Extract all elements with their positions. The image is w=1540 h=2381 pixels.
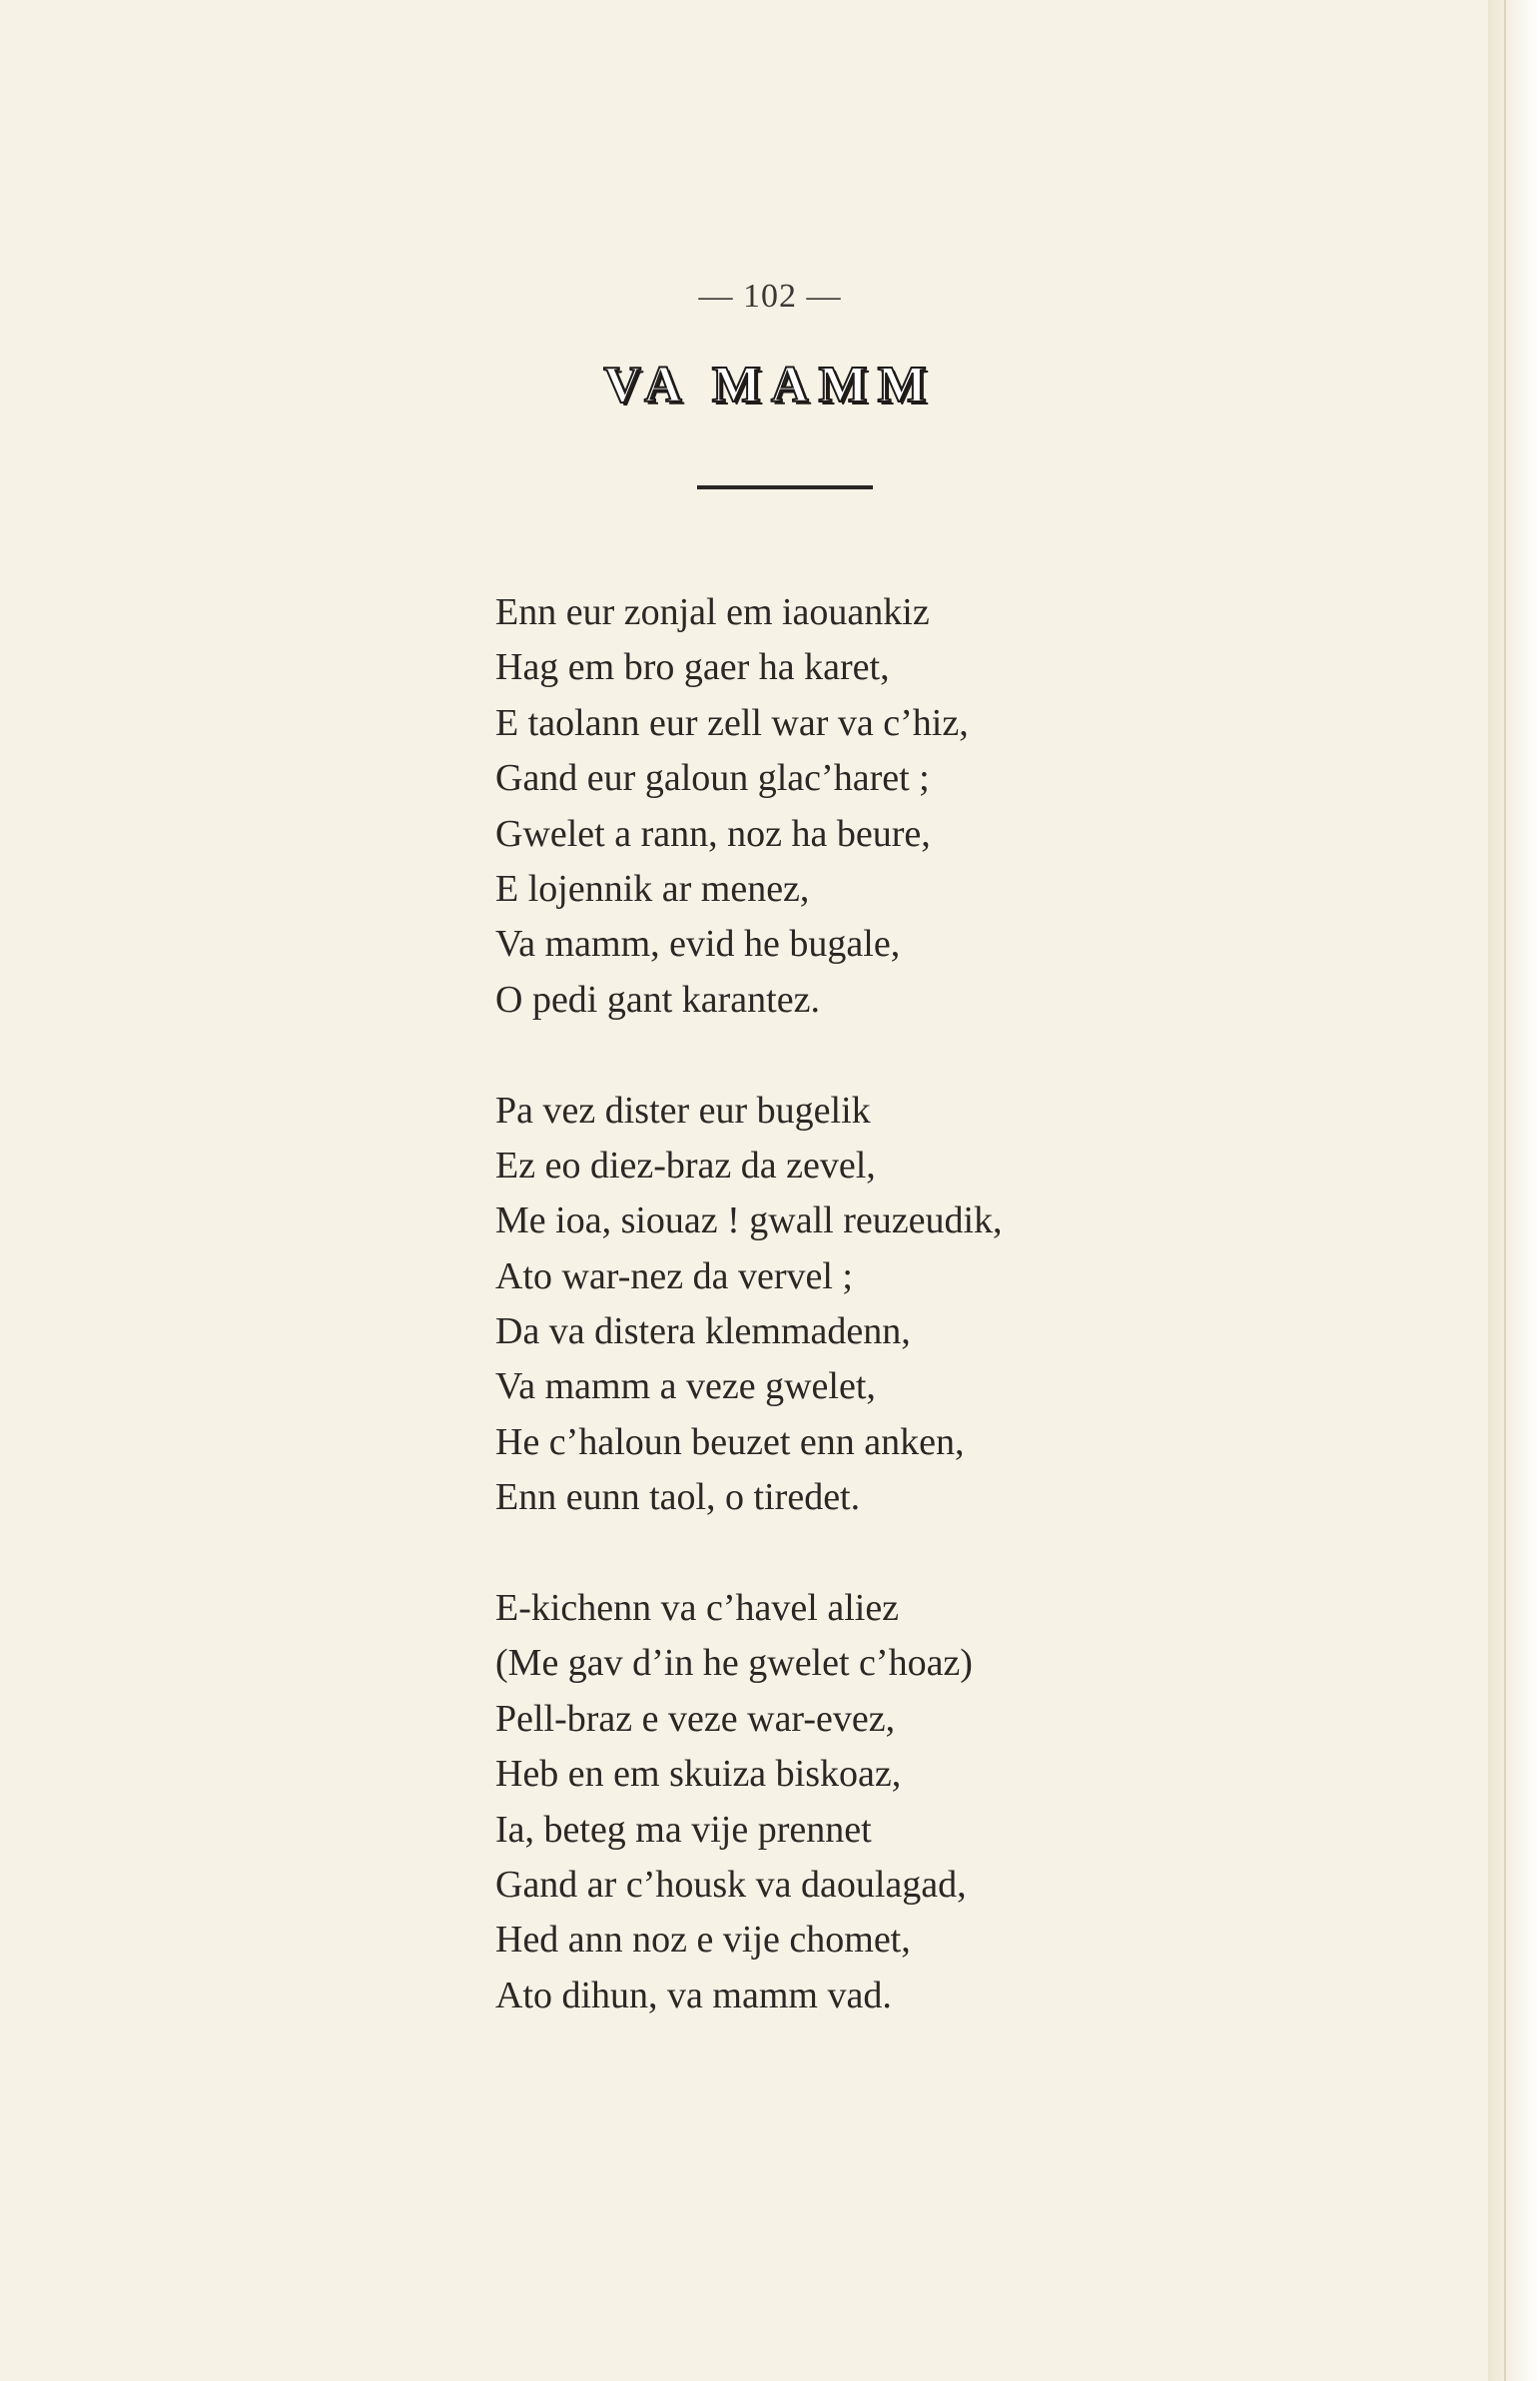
poem-line: Enn eur zonjal em iaouankiz — [495, 591, 930, 633]
poem-line: Ia, beteg ma vije prennet — [495, 1808, 872, 1851]
poem-line: Pell-braz e veze war-evez, — [495, 1697, 896, 1740]
poem-line: E-kichenn va c’havel aliez — [495, 1587, 900, 1630]
poem-line: E lojennik ar menez, — [495, 867, 810, 910]
stanza-3 — [495, 1581, 1494, 2023]
poem-line: Pa vez dister eur bugelik — [495, 1089, 871, 1132]
poem-line: Ato war-nez da vervel ; — [495, 1254, 853, 1297]
poem-line: Hed ann noz e vije chomet, — [495, 1919, 911, 1962]
poem-line: Enn eunn taol, o tiredet. — [495, 1476, 861, 1519]
poem-line: Da va distera klemmadenn, — [495, 1310, 911, 1353]
poem-line: Heb en em skuiza biskoaz, — [495, 1753, 902, 1796]
title-divider — [697, 485, 873, 489]
poem-line: Gand ar c’housk va daoulagad, — [495, 1863, 967, 1906]
stanza-2 — [495, 1084, 1494, 1526]
poem-line: Gand eur galoun glac’haret ; — [495, 757, 930, 800]
poem-line: O pedi gant karantez. — [495, 978, 820, 1021]
stanza-1 — [495, 585, 1494, 1028]
poem-line: Va mamm, evid he bugale, — [495, 923, 901, 966]
poem-line: E taolann eur zell war va c’hiz, — [495, 701, 969, 744]
poem-line: Ato dihun, va mamm vad. — [495, 1974, 892, 2016]
poem-line: Va mamm a veze gwelet, — [495, 1365, 876, 1408]
page-number: — 102 — — [698, 278, 842, 315]
poem-line: He c’haloun beuzet enn anken, — [495, 1420, 965, 1463]
poem-line: (Me gav d’in he gwelet c’hoaz) — [495, 1642, 973, 1685]
poem-line: Gwelet a rann, noz ha beure, — [495, 812, 931, 855]
poem-body — [495, 585, 1494, 2023]
poem-line: Ez eo diez-braz da zevel, — [495, 1144, 876, 1187]
poem-line: Me ioa, siouaz ! gwall reuzeudik, — [495, 1199, 1003, 1242]
poem-title: VA MAMM — [603, 357, 937, 413]
poem-line: Hag em bro gaer ha karet, — [495, 646, 890, 689]
